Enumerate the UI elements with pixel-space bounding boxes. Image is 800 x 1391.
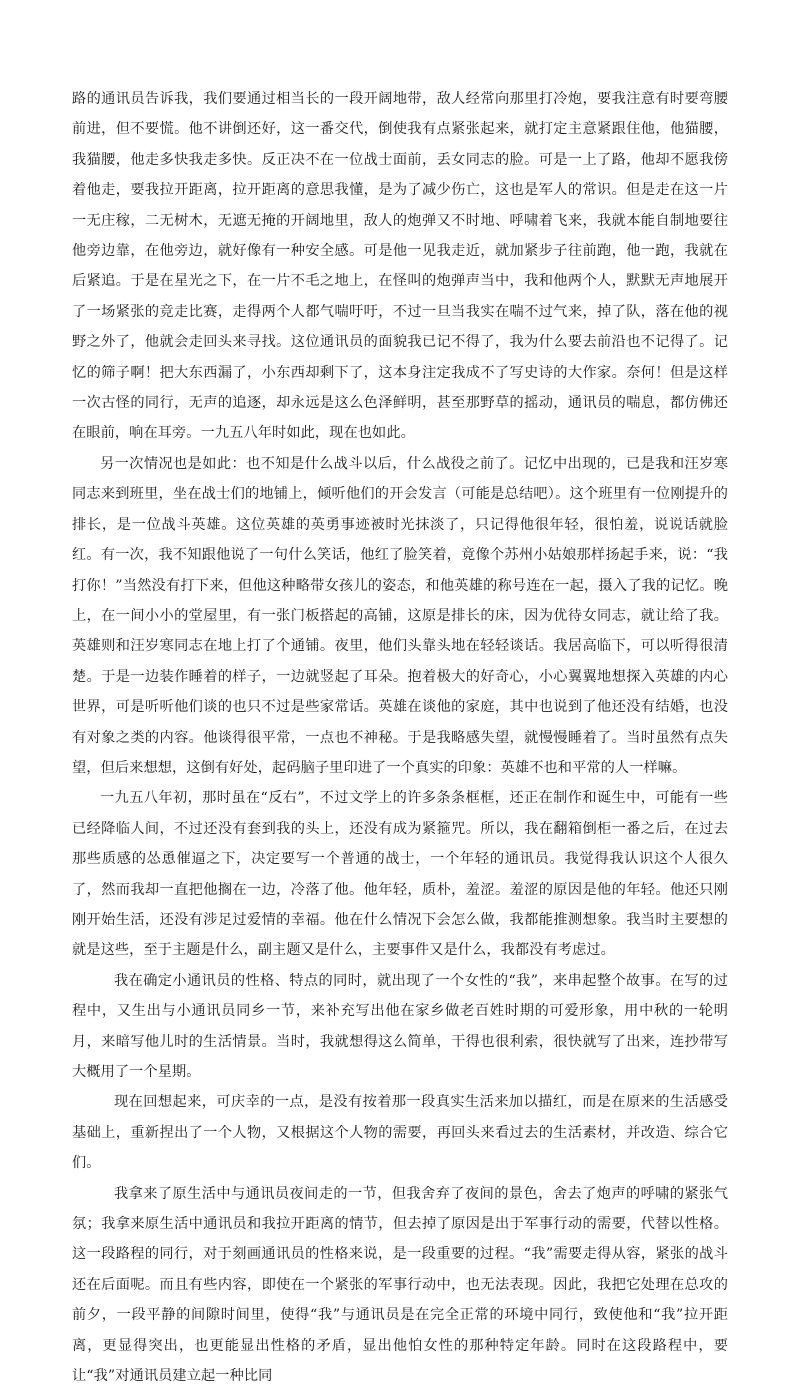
- paragraph-3: 一九五八年初，那时虽在“反右”，不过文学上的许多条条框框，还正在制作和诞生中，可能有一些已经降临人间，不过还没有套到我的头上，还没有成为紧箍咒。所以，我在翻箱倒柜一番之后，在过去那些质感的怂恿催逼之下，决定要写一个普通的战士，一个年轻的通讯员。我觉得我认识这个人很久了，然而我却一直把他搁在一边，冷落了他。他年轻，质朴，羞涩。羞涩的原因是他的年轻。他还只刚刚开始生活，还没有涉足过爱情的幸福。他在什么情况下会怎么做，我都能推测想象。我当时主要想的就是这些，至于主题是什么，副主题又是什么，主要事件又是什么，我都没有考虑过。: [72, 790, 728, 959]
- paragraph-2: 另一次情况也是如此：也不知是什么战斗以后，什么战役之前了。记忆中出现的，已是我和汪岁寒同志来到班里，坐在战士们的地铺上，倾听他们的开会发言（可能是总结吧）。这个班里有一位刚提升的排长，是一位战斗英雄。这位英雄的英勇事迹被时光抹淡了，只记得他很年轻，很怕羞，说说话就脸红。有一次，我不知跟他说了一句什么笑话，他红了脸笑着，竟像个苏州小姑娘那样扬起手来，说：“我打你！”当然没有打下来，但他这种略带女孩儿的姿态，和他英雄的称号连在一起，摄入了我的记忆。晚上，在一间小小的堂屋里，有一张门板搭起的高铺，这原是排长的床，因为优待女同志，就让给了我。英雄则和汪岁寒同志在地上打了个通铺。夜里，他们头靠头地在轻轻谈话。我居高临下，可以听得很清楚。于是一边装作睡着的样子，一边就竖起了耳朵。抱着极大的好奇心，小心翼翼地想探入英雄的内心世界，可是听听他们谈的也只不过是些家常话。英雄在谈他的家庭，其中也说到了他还没有结婚，也没有对象之类的内容。他谈得很平常，一点也不神秘。于是我略感失望，就慢慢睡着了。当时虽然有点失望，但后来想想，这倒有好处，起码脑子里印进了一个真实的印象：英雄不也和平常的人一样嘛。: [72, 455, 728, 776]
- document-page: [72, 84, 728, 1391]
- paragraph-6: 我拿来了原生活中与通讯员夜间走的一节，但我舍弃了夜间的景色，舍去了炮声的呼啸的紧张气氛；我拿来原生活中通讯员和我拉开距离的情节，但去掉了原因是出于军事行动的需要，代替以性格。这一段路程的同行，对于刻画通讯员的性格来说，是一段重要的过程。“我”需要走得从容，紧张的战斗还在后面呢。而且有些内容，即使在一个紧张的军事行动中，也无法表现。因此，我把它处理在总攻的前夕，一段平静的间隙时间里，使得“我”与通讯员是在完全正常的环境中同行，致使他和“我”拉开距离，更显得突出，也更能显出性格的矛盾，显出他怕女性的那种特定年龄。同时在这段路程中，要让“我”对通讯员建立起一种比同: [72, 1185, 728, 1385]
- paragraph-5: 现在回想起来，可庆幸的一点，是没有按着那一段真实生活来加以描红，而是在原来的生活感受基础上，重新捏出了一个人物，又根据这个人物的需要，再回头来看过去的生活素材，并改造、综合它们。: [72, 1094, 728, 1172]
- paragraph-4: 我在确定小通讯员的性格、特点的同时，就出现了一个女性的“我”，来串起整个故事。在写的过程中，又生出与小通讯员同乡一节，来补充写出他在家乡做老百姓时期的可爱形象，用中秋的一轮明月，来暗写他儿时的生活情景。当时，我就想得这么简单，干得也很利索，很快就写了出来，连抄带写大概用了一个星期。: [72, 972, 728, 1080]
- paragraph-1: 路的通讯员告诉我，我们要通过相当长的一段开阔地带，敌人经常向那里打冷炮，要我注意有时要弯腰前进，但不要慌。他不讲倒还好，这一番交代，倒使我有点紧张起来，就打定主意紧跟住他，他猫腰，我猫腰，他走多快我走多快。反正决不在一位战士面前，丢女同志的脸。可是一上了路，他却不愿我傍着他走，要我拉开距离，拉开距离的意思我懂，是为了减少伤亡，这也是军人的常识。但是走在这一片一无庄稼，二无树木，无遮无掩的开阔地里，敌人的炮弹又不时地、呼啸着飞来，我就本能自制地要往他旁边靠，在他旁边，就好像有一种安全感。可是他一见我走近，就加紧步子往前跑，他一跑，我就在后紧追。于是在星光之下，在一片不毛之地上，在怪叫的炮弹声当中，我和他两个人，默默无声地展开了一场紧张的竞走比赛，走得两个人都气喘吁吁，不过一旦当我实在喘不过气来，掉了队，落在他的视野之外了，他就会走回头来寻找。这位通讯员的面貌我已记不得了，我为什么要去前沿也不记得了。记忆的筛子啊！把大东西漏了，小东西却剩下了，这本身注定我成不了写史诗的大作家。奈何！但是这样一次古怪的同行，无声的追逐，却永远是这么色泽鲜明，甚至那野草的摇动，通讯员的喘息，都仿佛还在眼前，响在耳旁。一九五八年时如此，现在也如此。: [72, 91, 728, 442]
